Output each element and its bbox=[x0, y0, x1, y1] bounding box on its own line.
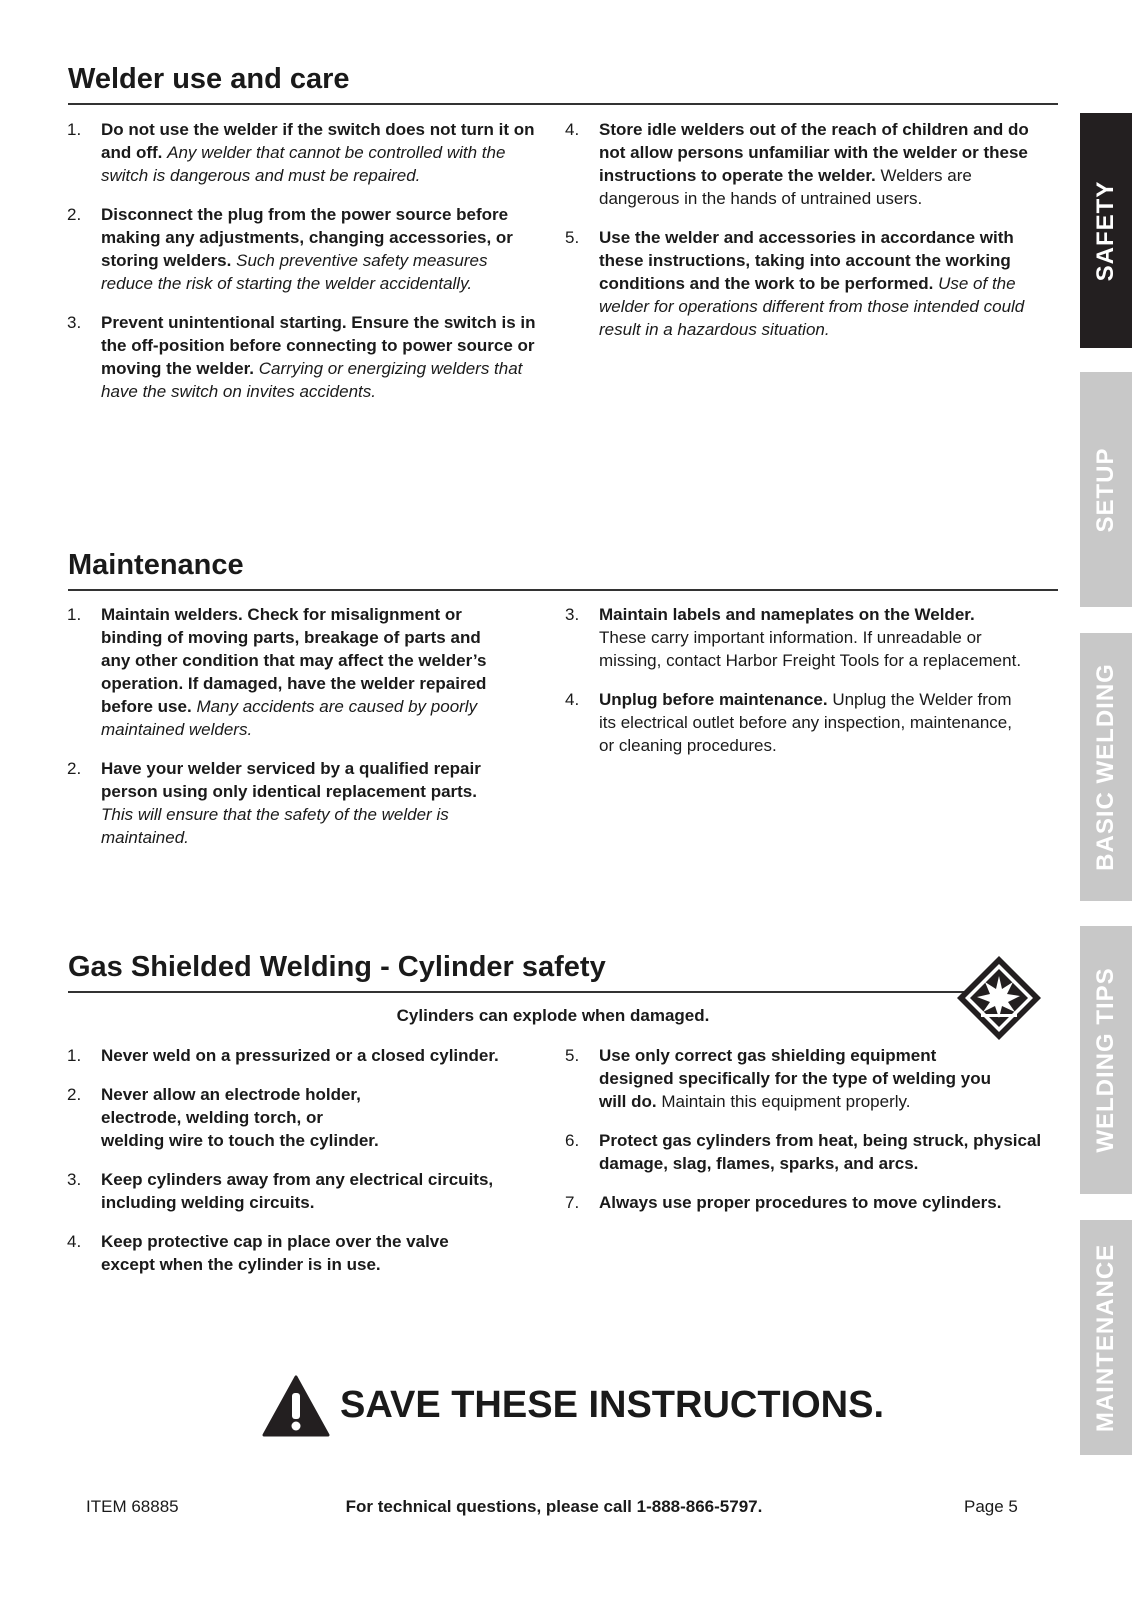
maintenance-left-column bbox=[67, 603, 507, 865]
gas-left-column bbox=[67, 1044, 537, 1292]
list-item: 2. Disconnect the plug from the power source before making any adjustments, changing accessories, or storing welders. Such preventive safety measures reduce the risk of starting the welder accidentally. bbox=[67, 205, 513, 293]
tab-maintenance[interactable]: MAINTENANCE bbox=[1080, 1220, 1132, 1455]
list-item: 4. Keep protective cap in place over the valve except when the cylinder is in use. bbox=[67, 1232, 449, 1274]
section-divider bbox=[68, 103, 1058, 105]
list-item: 2. Have your welder serviced by a qualified repair person using only identical replacement parts. This will ensure that the safety of the welder is maintained. bbox=[67, 759, 481, 847]
item-number: ITEM 68885 bbox=[86, 1497, 179, 1516]
welder-right-column bbox=[565, 118, 1045, 357]
gas-right-column bbox=[565, 1044, 1045, 1230]
section-title-welder: Welder use and care bbox=[68, 63, 350, 95]
tab-safety[interactable]: SAFETY bbox=[1080, 113, 1132, 348]
save-instructions-banner: SAVE THESE INSTRUCTIONS. bbox=[340, 1384, 885, 1426]
list-item: 5. Use the welder and accessories in accordance with these instructions, taking into account the working conditions and the work to be performed. Use of the welder for operations different from those intended could result in a hazardous situation. bbox=[565, 228, 1025, 339]
tab-basic-welding[interactable]: BASIC WELDING bbox=[1080, 633, 1132, 901]
maintenance-right-column bbox=[565, 603, 1025, 773]
page-number: Page 5 bbox=[964, 1497, 1018, 1516]
list-item: 4. Unplug before maintenance. Unplug the Welder from its electrical outlet before any inspection, maintenance, or cleaning procedures. bbox=[565, 690, 1012, 755]
list-item: 1. Do not use the welder if the switch does not turn it on and off. Any welder that cannot be controlled with the switch is dangerous and must be repaired. bbox=[67, 120, 535, 185]
list-item: 7. Always use proper procedures to move cylinders. bbox=[565, 1193, 1002, 1212]
cylinder-warning: Cylinders can explode when damaged. bbox=[396, 1006, 710, 1025]
list-item: 5. Use only correct gas shielding equipment designed specifically for the type of welding you will do. Maintain this equipment properly. bbox=[565, 1046, 992, 1111]
section-divider bbox=[68, 589, 1058, 591]
section-title-gas: Gas Shielded Welding - Cylinder safety bbox=[68, 951, 606, 983]
technical-phone: For technical questions, please call 1-888-866-5797. bbox=[345, 1497, 763, 1516]
list-item: 3. Prevent unintentional starting. Ensure the switch is in the off-position before connecting to power source or moving the welder. Carrying or energizing welders that have the switch on invites accidents. bbox=[67, 313, 536, 401]
list-item: 1. Maintain welders. Check for misalignment or binding of moving parts, breakage of parts and any other condition that may affect the welder’s operation. If damaged, have the welder repaired before use. Many accidents are caused by poorly maintained welders. bbox=[67, 605, 487, 739]
list-item: 1. Never weld on a pressurized or a closed cylinder. bbox=[67, 1046, 499, 1065]
section-title-maintenance: Maintenance bbox=[68, 549, 244, 581]
explosion-hazard-icon bbox=[955, 954, 1043, 1042]
tab-welding-tips[interactable]: WELDING TIPS bbox=[1080, 926, 1132, 1194]
list-item: 3. Maintain labels and nameplates on the Welder. These carry important information. If unreadable or missing, contact Harbor Freight Tools for a replacement. bbox=[565, 605, 1022, 670]
warning-triangle-icon bbox=[262, 1375, 330, 1437]
list-item: 4. Store idle welders out of the reach of children and do not allow persons unfamiliar with the welder or these instructions to operate the welder. Welders are dangerous in the hands of untrained users. bbox=[565, 120, 1029, 208]
list-item: 3. Keep cylinders away from any electrical circuits, including welding circuits. bbox=[67, 1170, 494, 1212]
tab-setup[interactable]: SETUP bbox=[1080, 372, 1132, 607]
section-divider bbox=[68, 991, 968, 993]
list-item: 2. Never allow an electrode holder, electrode, welding torch, or welding wire to touch the cylinder. bbox=[67, 1085, 379, 1150]
welder-left-column bbox=[67, 118, 537, 419]
list-item: 6. Protect gas cylinders from heat, being struck, physical damage, slag, flames, sparks, and arcs. bbox=[565, 1131, 1042, 1173]
